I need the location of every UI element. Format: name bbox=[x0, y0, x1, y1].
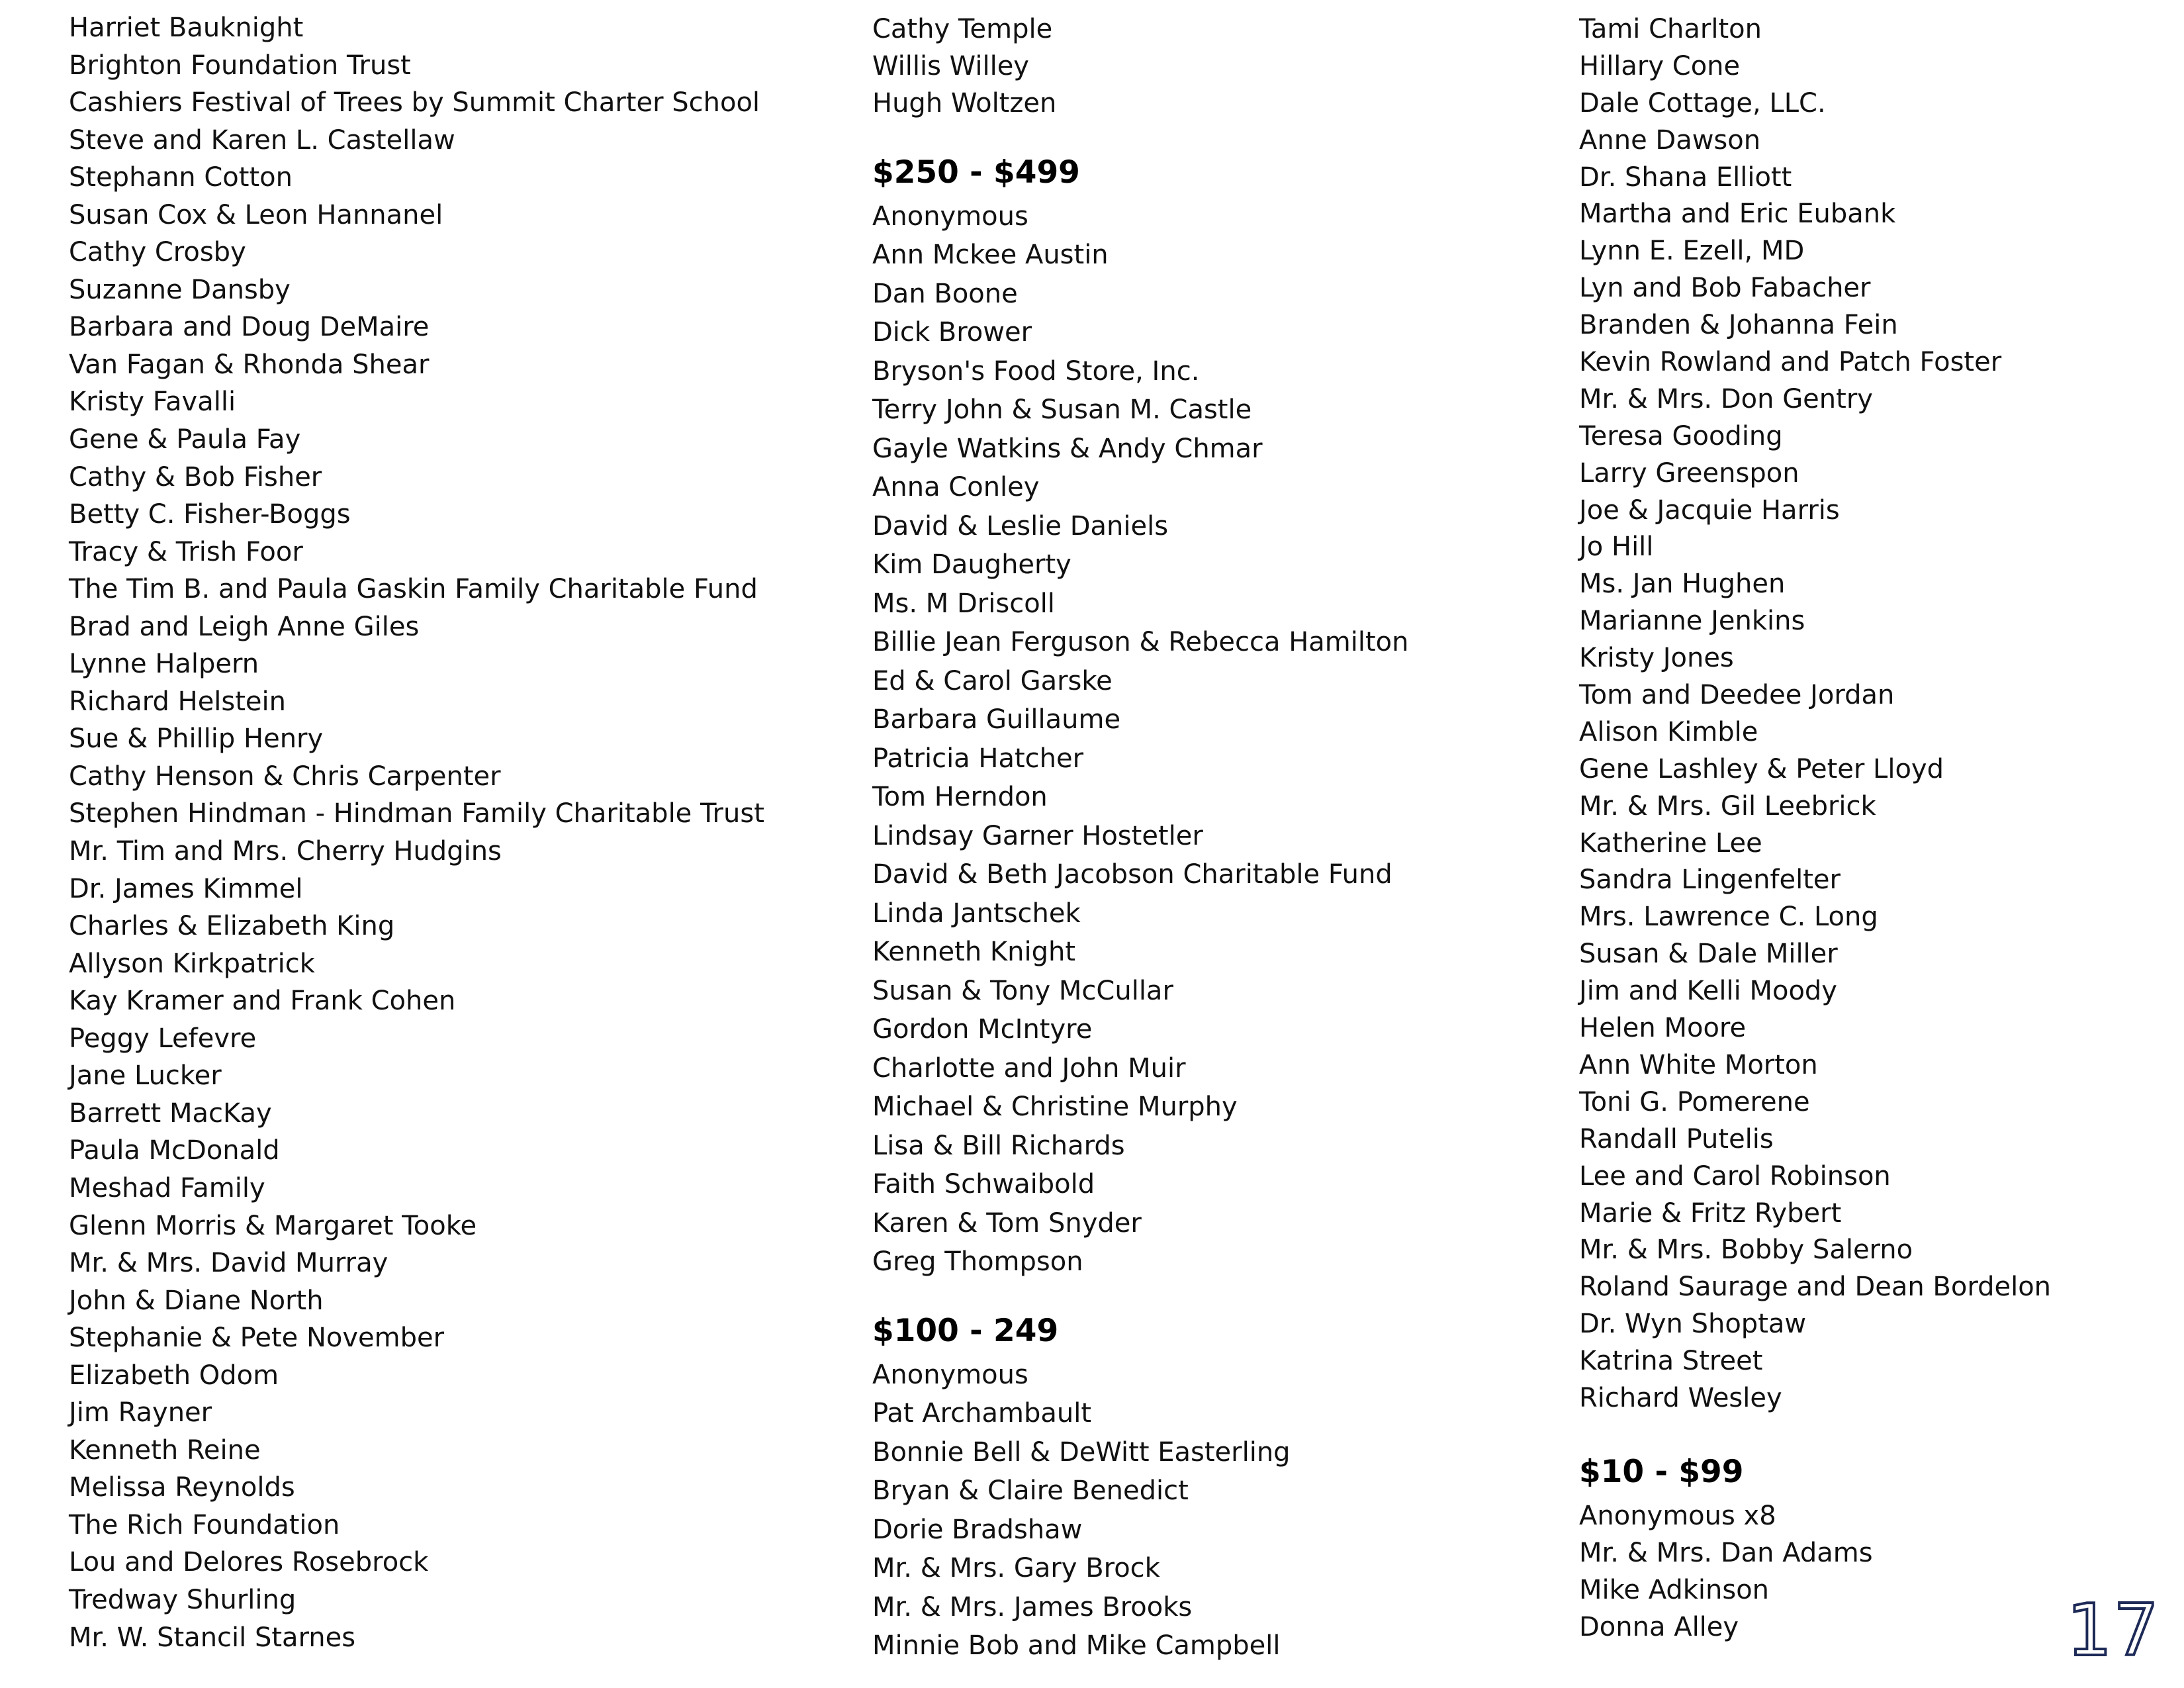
donor-name: Gordon McIntyre bbox=[872, 1014, 1093, 1045]
donor-name: Alison Kimble bbox=[1579, 716, 1758, 747]
donor-name: Kenneth Knight bbox=[872, 937, 1076, 968]
donor-name: Mr. & Mrs. Bobby Salerno bbox=[1579, 1235, 1913, 1266]
donor-name: Mike Adkinson bbox=[1579, 1574, 1770, 1605]
donor-name: Donna Alley bbox=[1579, 1611, 1739, 1642]
donor-name: Anna Conley bbox=[872, 472, 1040, 503]
donor-name: Katrina Street bbox=[1579, 1346, 1763, 1377]
donor-name: Tom and Deedee Jordan bbox=[1579, 680, 1895, 711]
donor-name: Mr. & Mrs. Dan Adams bbox=[1579, 1537, 1873, 1568]
donor-name: Ms. M Driscoll bbox=[872, 588, 1055, 619]
donor-name: Jo Hill bbox=[1579, 532, 1654, 563]
donor-name: Lindsay Garner Hostetler bbox=[872, 820, 1203, 851]
donor-name: Pat Archambault bbox=[872, 1398, 1092, 1429]
donor-name: The Rich Foundation bbox=[69, 1509, 340, 1540]
donor-name: Stephanie & Pete November bbox=[69, 1323, 445, 1354]
donor-name: Brighton Foundation Trust bbox=[69, 50, 411, 81]
donor-name: Elizabeth Odom bbox=[69, 1360, 279, 1391]
donor-name: Cathy Henson & Chris Carpenter bbox=[69, 761, 501, 792]
donor-name: Jim Rayner bbox=[69, 1397, 212, 1429]
donor-name: Teresa Gooding bbox=[1579, 420, 1783, 451]
donor-name: Tredway Shurling bbox=[69, 1584, 296, 1615]
donor-name: Lisa & Bill Richards bbox=[872, 1130, 1125, 1161]
donor-name: Hugh Woltzen bbox=[872, 88, 1057, 119]
donor-name: Allyson Kirkpatrick bbox=[69, 948, 315, 979]
donor-name: David & Leslie Daniels bbox=[872, 510, 1169, 541]
donor-name: Lou and Delores Rosebrock bbox=[69, 1547, 429, 1578]
donor-list bbox=[1579, 0, 2051, 1422]
donor-name: Anonymous x8 bbox=[1579, 1500, 1776, 1531]
donor-list bbox=[1579, 1500, 2051, 1651]
donor-name: Paula McDonald bbox=[69, 1135, 280, 1166]
donor-name: Dr. Wyn Shoptaw bbox=[1579, 1309, 1807, 1340]
donor-name: Melissa Reynolds bbox=[69, 1472, 295, 1503]
donor-name: Van Fagan & Rhonda Shear bbox=[69, 349, 430, 380]
donor-name: Ann Mckee Austin bbox=[872, 240, 1109, 271]
donor-name: Terry John & Susan M. Castle bbox=[872, 395, 1252, 426]
donor-name: Harriet Bauknight bbox=[69, 13, 304, 43]
donor-name: Joe & Jacquie Harris bbox=[1579, 494, 1840, 526]
donor-name: Cashiers Festival of Trees by Summit Charter School bbox=[69, 87, 760, 118]
donor-name: Cathy Crosby bbox=[69, 237, 246, 268]
donor-name: Barbara and Doug DeMaire bbox=[69, 312, 430, 343]
donor-name: David & Beth Jacobson Charitable Fund bbox=[872, 859, 1392, 890]
donor-name: Anne Dawson bbox=[1579, 124, 1761, 156]
donor-name: Branden & Johanna Fein bbox=[1579, 310, 1898, 341]
donor-name: Tami Charlton bbox=[1579, 14, 1762, 44]
donor-name: Susan & Dale Miller bbox=[1579, 939, 1838, 970]
donor-name: Sandra Lingenfelter bbox=[1579, 865, 1841, 896]
donor-name: Tom Herndon bbox=[872, 782, 1048, 813]
donor-name: Gene Lashley & Peter Lloyd bbox=[1579, 753, 1944, 784]
donor-name: Linda Jantschek bbox=[872, 898, 1081, 929]
donor-name: Richard Helstein bbox=[69, 686, 287, 717]
donor-name: Dorie Bradshaw bbox=[872, 1514, 1083, 1545]
donor-name: Lee and Carol Robinson bbox=[1579, 1160, 1891, 1192]
donor-list bbox=[69, 0, 764, 1662]
donor-name: Bonnie Bell & DeWitt Easterling bbox=[872, 1436, 1291, 1468]
donor-name: Mr. & Mrs. David Murray bbox=[69, 1248, 388, 1279]
giving-level-heading: $100 - 249 bbox=[872, 1312, 1059, 1349]
donor-name: Greg Thompson bbox=[872, 1246, 1083, 1278]
donor-list bbox=[872, 203, 1409, 1288]
donor-name: Karen & Tom Snyder bbox=[872, 1207, 1142, 1239]
donor-name: The Tim B. and Paula Gaskin Family Charitable Fund bbox=[69, 574, 758, 605]
donor-name: Dr. Shana Elliott bbox=[1579, 162, 1792, 193]
donor-name: Bryan & Claire Benedict bbox=[872, 1476, 1189, 1507]
donor-name: Anonymous bbox=[872, 201, 1028, 232]
donor-name: Dick Brower bbox=[872, 317, 1032, 348]
donor-name: Mr. & Mrs. Gary Brock bbox=[872, 1553, 1160, 1584]
donor-name: Mr. & Mrs. Gil Leebrick bbox=[1579, 790, 1876, 821]
donor-name: Lynn E. Ezell, MD bbox=[1579, 236, 1805, 267]
donor-name: Suzanne Dansby bbox=[69, 274, 291, 305]
donor-name: Susan & Tony McCullar bbox=[872, 975, 1173, 1006]
donor-name: Tracy & Trish Foor bbox=[69, 536, 303, 567]
donor-name: John & Diane North bbox=[69, 1285, 324, 1316]
donor-list bbox=[872, 0, 1409, 128]
page-number: 17 bbox=[2066, 1589, 2160, 1672]
donor-name: Marianne Jenkins bbox=[1579, 606, 1805, 637]
giving-level-heading: $250 - $499 bbox=[872, 154, 1080, 191]
donor-name: Patricia Hatcher bbox=[872, 743, 1084, 774]
donor-name: Cathy Temple bbox=[872, 14, 1053, 44]
donor-column-3 bbox=[1579, 0, 2051, 1650]
donor-name: Susan Cox & Leon Hannanel bbox=[69, 199, 443, 230]
donor-name: Marie & Fritz Rybert bbox=[1579, 1197, 1842, 1229]
donor-name: Stephann Cotton bbox=[69, 162, 293, 193]
donor-name: Dr. James Kimmel bbox=[69, 873, 303, 904]
donor-name: Glenn Morris & Margaret Tooke bbox=[69, 1210, 477, 1241]
donor-name: Michael & Christine Murphy bbox=[872, 1092, 1238, 1123]
donor-name: Mr. W. Stancil Starnes bbox=[69, 1622, 356, 1653]
donor-name: Jim and Kelli Moody bbox=[1579, 976, 1837, 1007]
donor-name: Brad and Leigh Anne Giles bbox=[69, 611, 420, 642]
donor-name: Martha and Eric Eubank bbox=[1579, 199, 1896, 230]
donor-name: Bryson's Food Store, Inc. bbox=[872, 355, 1200, 387]
donor-name: Mr. & Mrs. Don Gentry bbox=[1579, 383, 1873, 414]
donor-column-1 bbox=[69, 0, 764, 1662]
donor-name: Cathy & Bob Fisher bbox=[69, 461, 322, 492]
donor-column-2 bbox=[872, 0, 1409, 1671]
donor-name: Kristy Favalli bbox=[69, 387, 236, 418]
donor-list bbox=[872, 1359, 1409, 1671]
donor-name: Gayle Watkins & Andy Chmar bbox=[872, 433, 1263, 464]
donor-name: Charles & Elizabeth King bbox=[69, 911, 395, 942]
donor-name: Minnie Bob and Mike Campbell bbox=[872, 1630, 1281, 1662]
donor-name: Dale Cottage, LLC. bbox=[1579, 87, 1826, 118]
donor-name: Kay Kramer and Frank Cohen bbox=[69, 986, 456, 1017]
donor-name: Hillary Cone bbox=[1579, 50, 1741, 81]
donor-name: Ann White Morton bbox=[1579, 1049, 1818, 1080]
donor-name: Barrett MacKay bbox=[69, 1098, 272, 1129]
donor-name: Peggy Lefevre bbox=[69, 1023, 257, 1054]
donor-name: Barbara Guillaume bbox=[872, 704, 1121, 735]
donor-name: Billie Jean Ferguson & Rebecca Hamilton bbox=[872, 627, 1409, 658]
giving-level-heading: $10 - $99 bbox=[1579, 1453, 1744, 1490]
donor-name: Jane Lucker bbox=[69, 1060, 222, 1092]
donor-name: Mr. Tim and Mrs. Cherry Hudgins bbox=[69, 836, 502, 867]
donor-name: Lyn and Bob Fabacher bbox=[1579, 273, 1871, 304]
donor-name: Gene & Paula Fay bbox=[69, 424, 301, 455]
donor-name: Dan Boone bbox=[872, 278, 1018, 309]
donor-name: Meshad Family bbox=[69, 1172, 265, 1203]
donor-name: Ms. Jan Hughen bbox=[1579, 569, 1786, 600]
donor-name: Kevin Rowland and Patch Foster bbox=[1579, 347, 2002, 378]
donor-name: Kenneth Reine bbox=[69, 1434, 261, 1466]
donor-name: Roland Saurage and Dean Bordelon bbox=[1579, 1272, 2052, 1303]
donor-name: Katherine Lee bbox=[1579, 827, 1762, 859]
donor-name: Randall Putelis bbox=[1579, 1123, 1774, 1154]
donor-name: Sue & Phillip Henry bbox=[69, 724, 324, 755]
donor-name: Stephen Hindman - Hindman Family Charitable Trust bbox=[69, 798, 764, 829]
donor-name: Ed & Carol Garske bbox=[872, 665, 1113, 696]
donor-name: Steve and Karen L. Castellaw bbox=[69, 124, 455, 156]
donor-name: Kristy Jones bbox=[1579, 643, 1734, 674]
donor-name: Kim Daugherty bbox=[872, 549, 1071, 581]
donor-name: Mrs. Lawrence C. Long bbox=[1579, 902, 1878, 933]
donor-name: Toni G. Pomerene bbox=[1579, 1086, 1810, 1117]
donor-name: Charlotte and John Muir bbox=[872, 1053, 1186, 1084]
donor-name: Willis Willey bbox=[872, 51, 1029, 82]
donor-name: Betty C. Fisher-Boggs bbox=[69, 499, 351, 530]
donor-name: Faith Schwaibold bbox=[872, 1169, 1095, 1200]
donor-name: Mr. & Mrs. James Brooks bbox=[872, 1591, 1193, 1622]
donor-name: Anonymous bbox=[872, 1359, 1028, 1390]
donor-name: Lynne Halpern bbox=[69, 649, 259, 680]
donor-name: Helen Moore bbox=[1579, 1013, 1747, 1044]
donor-name: Richard Wesley bbox=[1579, 1382, 1782, 1413]
donor-name: Larry Greenspon bbox=[1579, 457, 1799, 489]
